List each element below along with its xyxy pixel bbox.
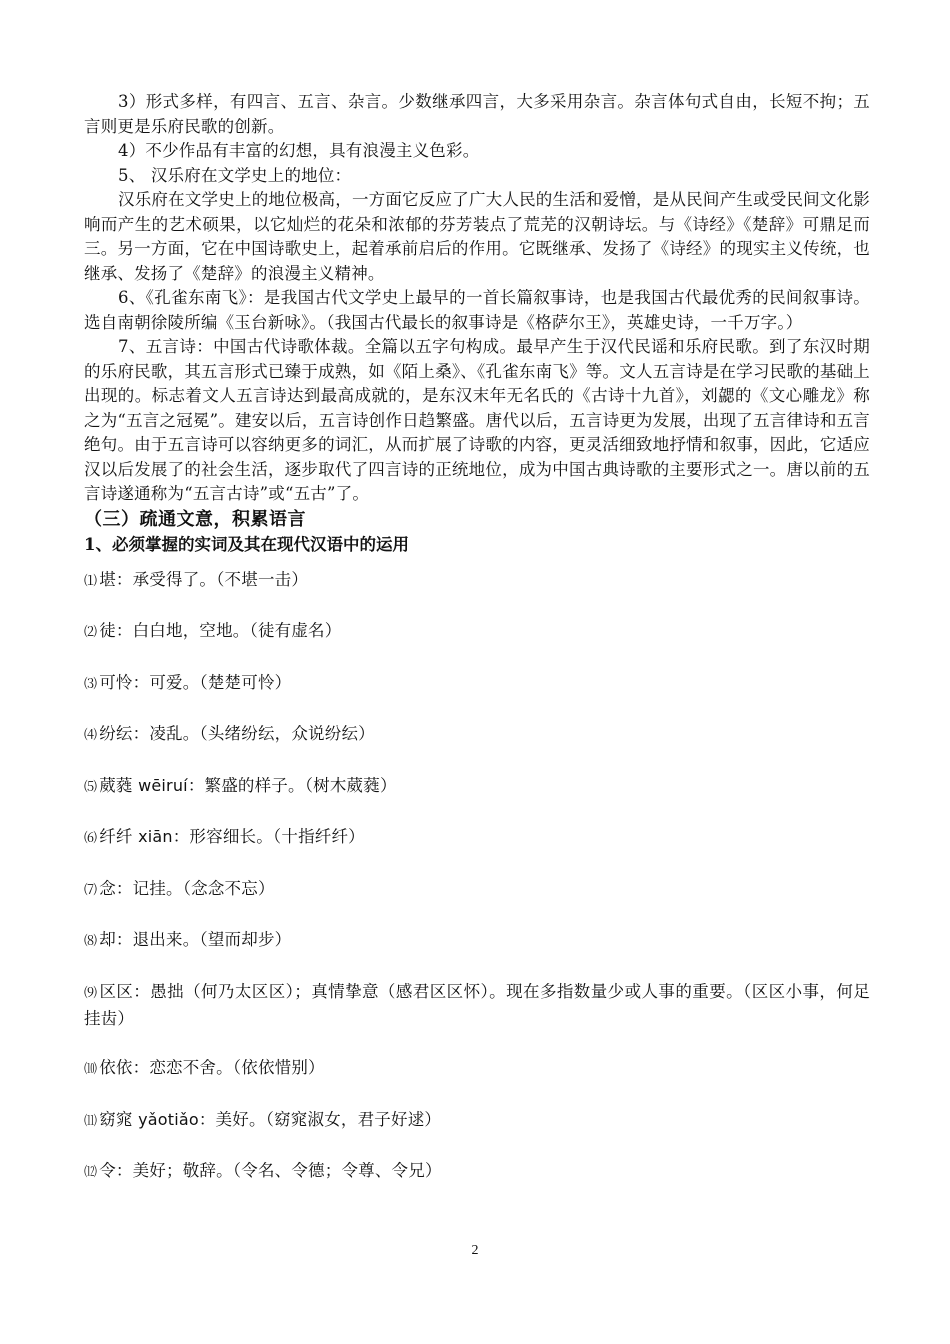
vocab-number: ⑶	[84, 676, 98, 692]
vocab-item	[84, 1107, 870, 1134]
vocab-meaning: 可爱。（楚楚可怜）	[149, 672, 292, 692]
vocab-word: 念：	[99, 878, 133, 898]
vocab-item	[84, 618, 870, 645]
vocab-list	[84, 567, 870, 1186]
vocab-word: 纤纤	[99, 827, 139, 846]
vocab-number: ⑹	[84, 831, 98, 846]
vocab-number: ⑻	[84, 934, 98, 949]
vocab-item	[84, 1158, 870, 1185]
vocab-meaning: 美好；敬辞。（令名、令德；令尊、令兄）	[132, 1161, 442, 1180]
section-subheading: 1、必须掌握的实词及其在现代汉语中的运用	[84, 534, 409, 554]
vocab-item	[84, 1055, 870, 1082]
vocab-number: ⑷	[84, 728, 98, 743]
vocab-pinyin: yǎotiǎo	[138, 1109, 199, 1129]
page-number: 2	[471, 1243, 479, 1258]
vocab-pinyin: xiān	[138, 827, 173, 846]
vocab-item	[84, 824, 870, 851]
vocab-meaning: ：形容细长。（十指纤纤）	[172, 827, 365, 846]
vocab-number: ⑸	[84, 779, 98, 795]
vocab-meaning: 记挂。（念念不忘）	[132, 878, 275, 898]
vocab-number: ⑵	[84, 625, 98, 640]
vocab-meaning: 愚拙（何乃太区区）；真情挚意（感君区区怀）。现在多指数量少或人事的重要。（区区小事，何足挂齿）	[84, 981, 870, 1028]
vocab-word: 依依：	[99, 1058, 150, 1077]
paragraph-five-character-poetry: 7、五言诗：中国古代诗歌体裁。全篇以五字句构成。最早产生于汉代民谣和乐府民歌。到了东汉时期的乐府民歌，其五言形式已臻于成熟，如《陌上桑》、《孔雀东南飞》等。文人五言诗是在学习民歌的基础上出现的。标志着文人五言诗达到最高成就的，是东汉末年无名氏的《古诗十九首》，刘勰的《文心雕龙》称之为“五言之冠冕”。建安以后，五言诗创作日趋繁盛。唐代以后，五言诗更为发展，出现了五言律诗和五言绝句。由于五言诗可以容纳更多的词汇，从而扩展了诗歌的内容，更灵活细致地抒情和叙事，因此，它适应汉以后发展了的社会生活，逐步取代了四言诗的正统地位，成为中国古典诗歌的主要形式之一。唐以前的五言诗遂通称为“五言古诗”或“五古”了。	[84, 337, 870, 503]
vocab-item	[84, 927, 870, 954]
vocab-word: 却：	[99, 930, 133, 949]
vocab-meaning: 凌乱。（头绪纷纭，众说纷纭）	[149, 724, 375, 743]
vocab-meaning: 恋恋不舍。（依依惜别）	[149, 1058, 325, 1077]
vocab-meaning: ：美好。（窈窕淑女，君子好逑）	[198, 1109, 442, 1129]
vocab-item	[84, 876, 870, 903]
vocab-meaning: 白白地，空地。（徒有虚名）	[132, 621, 342, 640]
paragraph-status-title: 5、 汉乐府在文学史上的地位：	[118, 165, 352, 185]
paragraph-peacock: 6、《孔雀东南飞》：是我国古代文学史上最早的一首长篇叙事诗，也是我国古代最优秀的民间叙事诗。选自南朝徐陵所编《玉台新咏》。（我国古代最长的叙事诗是《格萨尔王》，英雄史诗，一千万字。）	[84, 288, 870, 332]
vocab-item	[84, 979, 870, 1031]
vocab-word: 堪：	[99, 569, 133, 589]
section-heading: （三）疏通文意，积累语言	[84, 508, 306, 530]
vocab-word: 纷纭：	[99, 724, 150, 743]
vocab-pinyin: wēiruí	[138, 775, 188, 795]
vocab-number: ⑽	[84, 1062, 98, 1077]
vocab-number: ⑿	[84, 1165, 98, 1180]
vocab-number: ⑴	[84, 573, 98, 589]
vocab-word: 窈窕	[99, 1109, 139, 1129]
vocab-item	[84, 721, 870, 748]
vocab-item	[84, 670, 870, 697]
vocab-number: ⑼	[84, 985, 98, 1001]
document-page	[84, 90, 870, 1210]
vocab-number: ⑺	[84, 882, 98, 898]
vocab-item	[84, 567, 870, 594]
vocab-word: 徒：	[99, 621, 133, 640]
vocab-word: 葳蕤	[99, 775, 139, 795]
vocab-meaning: ：繁盛的样子。（树木葳蕤）	[187, 775, 397, 795]
vocab-meaning: 退出来。（望而却步）	[132, 930, 292, 949]
vocab-word: 令：	[99, 1161, 133, 1180]
vocab-number: ⑾	[84, 1113, 98, 1129]
vocab-item	[84, 773, 870, 800]
paragraph-fantasy: 4）不少作品有丰富的幻想，具有浪漫主义色彩。	[118, 141, 480, 160]
vocab-word: 区区：	[99, 981, 151, 1001]
paragraph-status-body: 汉乐府在文学史上的地位极高，一方面它反应了广大人民的生活和爱憎，是从民间产生或受民间文化影响而产生的艺术硕果，以它灿烂的花朵和浓郁的芬芳装点了荒芜的汉朝诗坛。与《诗经》《楚辞》可鼎足而三。另一方面，它在中国诗歌史上，起着承前启后的作用。它既继承、发扬了《诗经》的现实主义传统，也继承、发扬了《楚辞》的浪漫主义精神。	[84, 190, 870, 283]
vocab-meaning: 承受得了。（不堪一击）	[132, 569, 309, 589]
paragraph-form: 3）形式多样，有四言、五言、杂言。少数继承四言，大多采用杂言。杂言体句式自由，长短不拘；五言则更是乐府民歌的创新。	[84, 92, 870, 136]
vocab-word: 可怜：	[99, 672, 150, 692]
